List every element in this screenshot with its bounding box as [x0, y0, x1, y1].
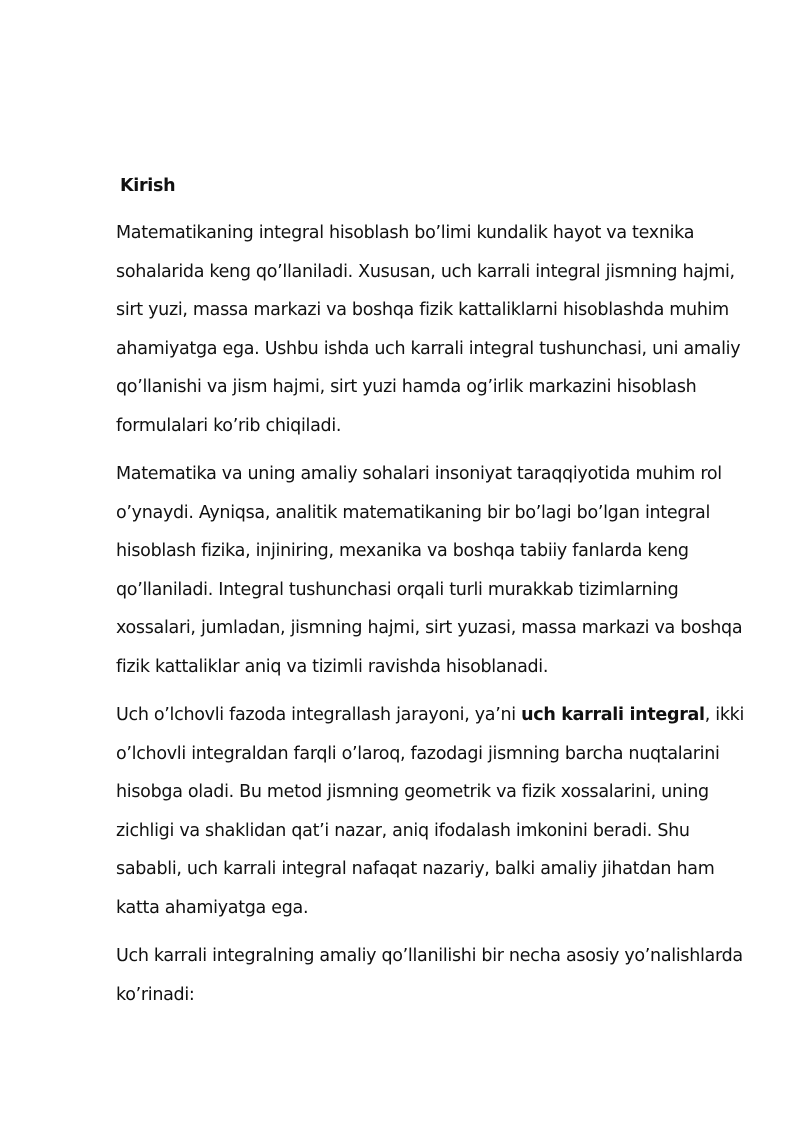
paragraph-triple-integral [116, 696, 756, 927]
emphasis-term: uch karrali integral [521, 705, 705, 725]
paragraph-intro: Matematikaning integral hisoblash bo’limi kundalik hayot va texnika sohalarida keng qo’llaniladi. Xususan, uch karrali integral jismning hajmi, sirt yuzi, massa markazi va boshqa fizik kattaliklarni hisoblashda muhim ahamiyatga ega. Ushbu ishda uch karrali integral tushunchasi, uni amaliy qo’llanishi va jism hajmi, sirt yuzi hamda og’irlik markazini hisoblash formulalari ko’rib chiqiladi. [116, 223, 741, 436]
paragraph-applications: Uch karrali integralning amaliy qo’llanilishi bir necha asosiy yo’nalishlarda ko’rinadi: [116, 946, 743, 1005]
paragraph-mathematics: Matematika va uning amaliy sohalari insoniyat taraqqiyotida muhim rol o’ynaydi. Ayniqsa, analitik matematikaning bir bo’lagi bo’lgan integral hisoblash fizika, injiniring, mexanika va boshqa tabiiy fanlarda keng qo’llaniladi. Integral tushunchasi orqali turli murakkab tizimlarning xossalari, jumladan, jismning hajmi, sirt yuzasi, massa markazi va boshqa fizik kattaliklar aniq va tizimli ravishda hisoblanadi. [116, 464, 743, 677]
paragraph-text-before: Uch o’lchovli fazoda integrallash jarayoni, ya’ni [116, 705, 522, 725]
section-heading: Kirish [120, 176, 176, 196]
paragraph-text-after: , ikki o’lchovli integraldan farqli o’laroq, fazodagi jismning barcha nuqtalarini hisobga oladi. Bu metod jismning geometrik va fizik xossalarini, uning zichligi va shaklidan qat’i nazar, aniq ifodalash imkonini beradi. Shu sababli, uch karrali integral nafaqat nazariy, balki amaliy jihatdan ham katta ahamiyatga ega. [116, 705, 745, 918]
document-body [116, 172, 756, 1024]
